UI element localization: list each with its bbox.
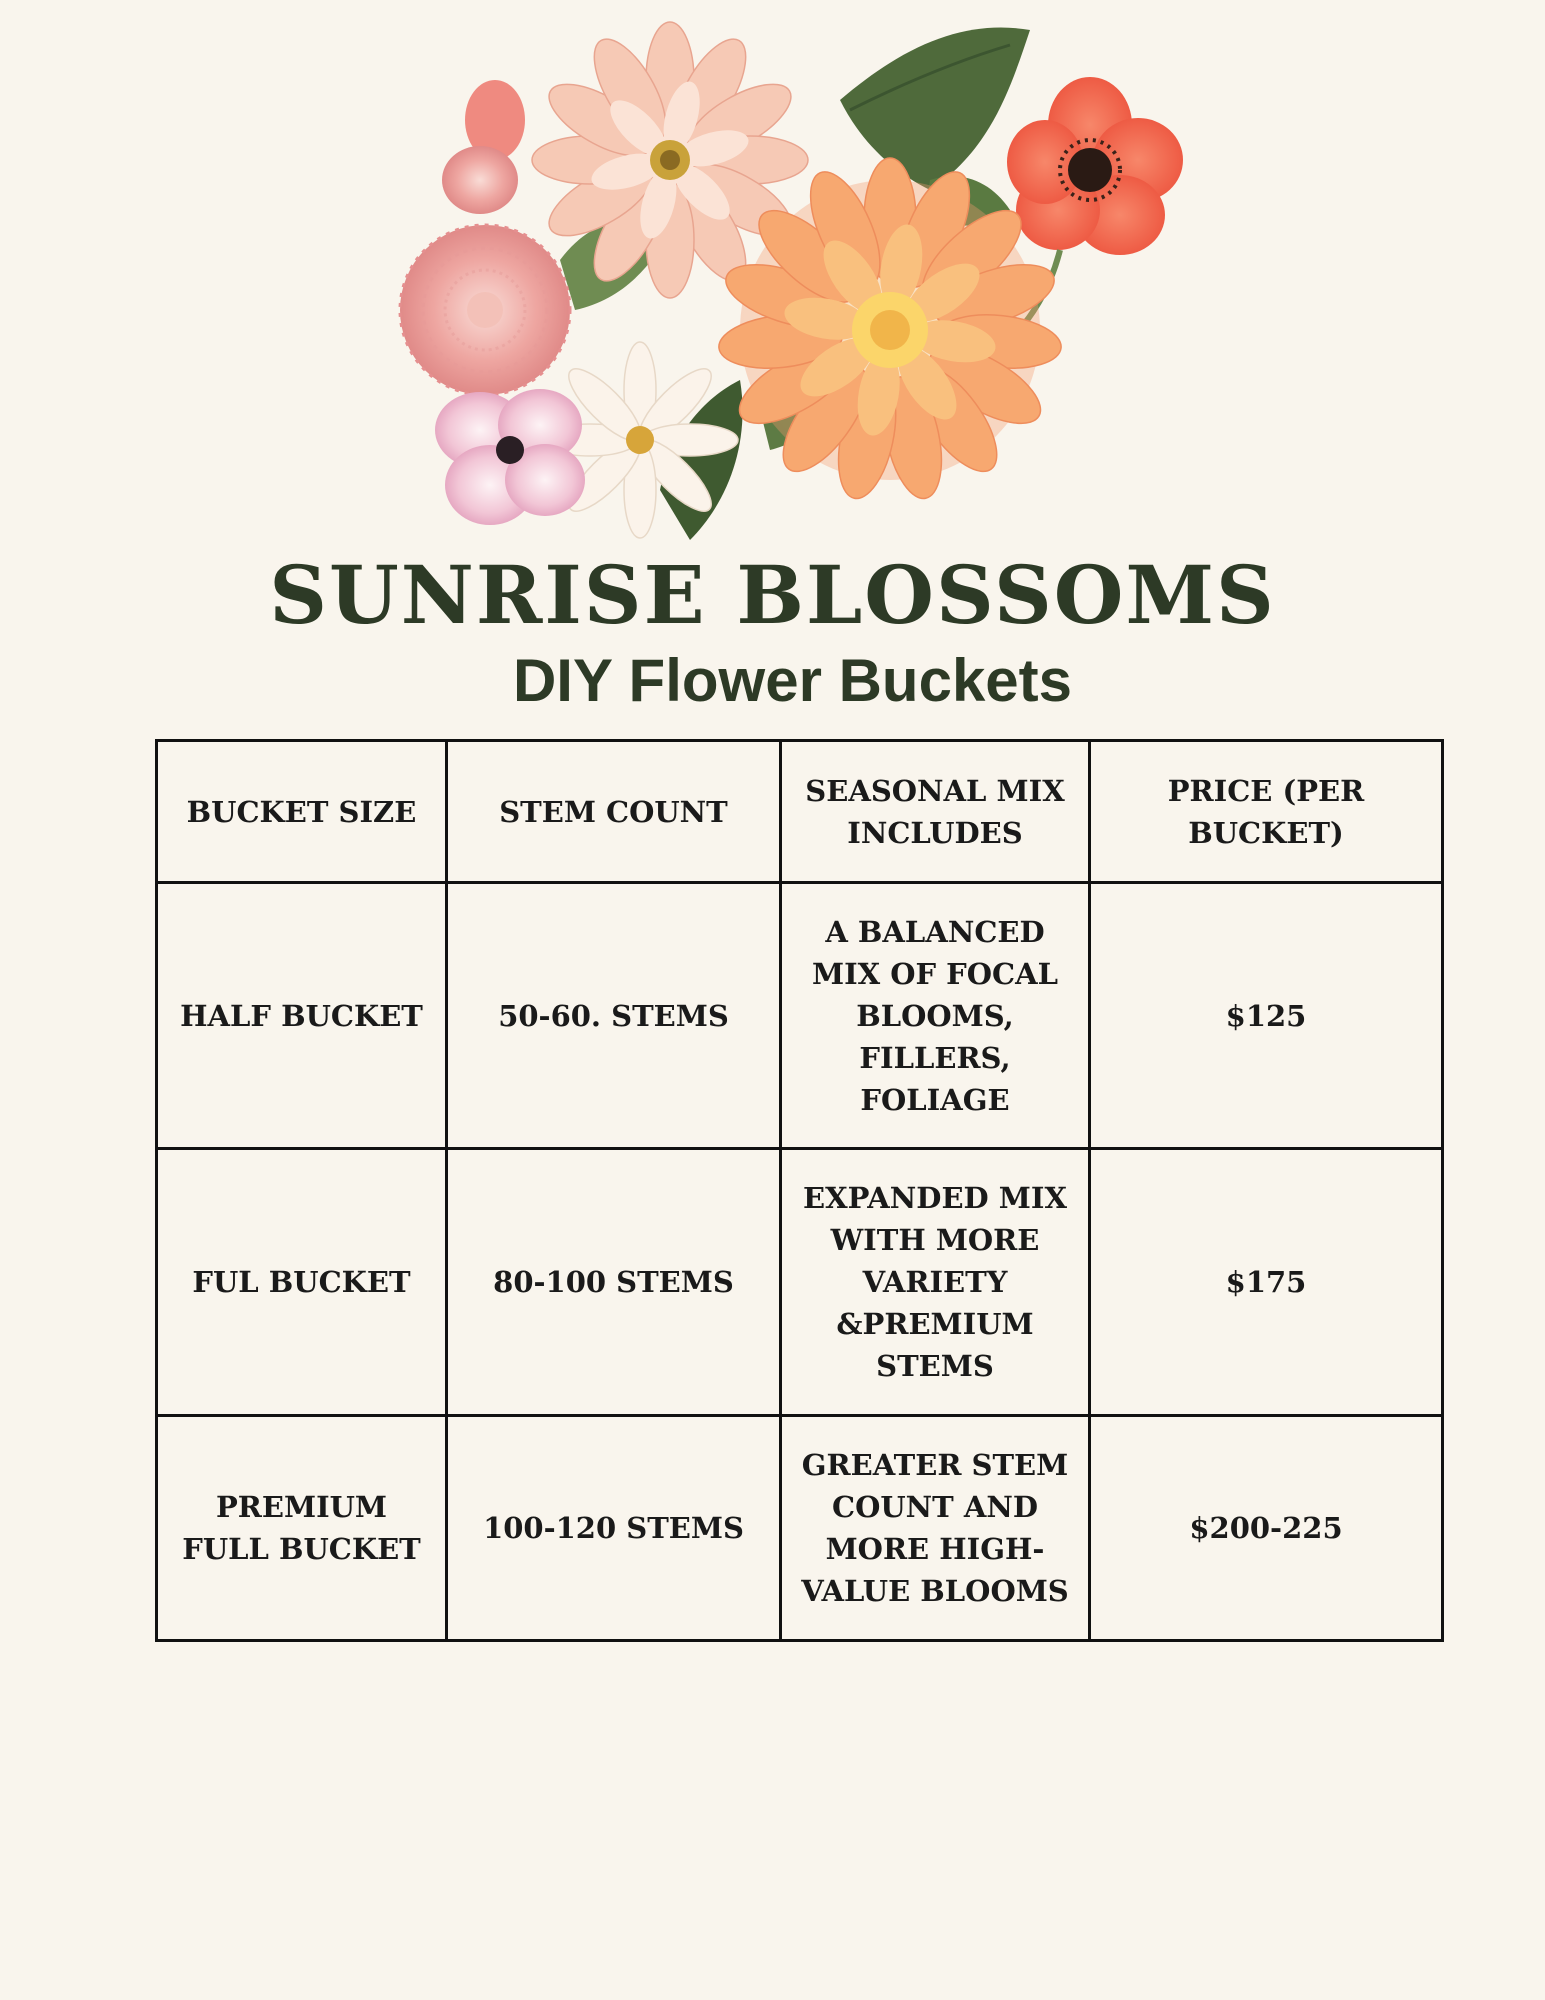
cell-stem-count: 80-100 STEMS <box>447 1149 781 1416</box>
column-header-bucket-size: BUCKET SIZE <box>157 741 447 883</box>
cell-price: $200-225 <box>1090 1416 1443 1641</box>
flower-bouquet-icon <box>370 20 1210 560</box>
flower-bouquet-illustration <box>370 20 1210 560</box>
cell-price: $125 <box>1090 883 1443 1149</box>
cell-stem-count: 100-120 STEMS <box>447 1416 781 1641</box>
cell-bucket-size: PREMIUM FULL BUCKET <box>157 1416 447 1641</box>
table-row <box>157 1149 1443 1416</box>
column-header-price: PRICE (PER BUCKET) <box>1090 741 1443 883</box>
cell-price: $175 <box>1090 1149 1443 1416</box>
table-header-row <box>157 741 1443 883</box>
column-header-seasonal-mix: SEASONAL MIX INCLUDES <box>781 741 1090 883</box>
cell-seasonal-mix: GREATER STEM COUNT AND MORE HIGH-VALUE BLOOMS <box>781 1416 1090 1641</box>
price-table <box>155 739 1444 1642</box>
cell-stem-count: 50-60. STEMS <box>447 883 781 1149</box>
cell-seasonal-mix: A BALANCED MIX OF FOCAL BLOOMS, FILLERS, FOLIAGE <box>781 883 1090 1149</box>
table-row <box>157 1416 1443 1641</box>
table-row <box>157 883 1443 1149</box>
column-header-stem-count: STEM COUNT <box>447 741 781 883</box>
cell-seasonal-mix: EXPANDED MIX WITH MORE VARIETY &PREMIUM STEMS <box>781 1149 1090 1416</box>
page-subtitle: DIY Flower Buckets <box>512 647 1073 714</box>
cell-bucket-size: HALF BUCKET <box>157 883 447 1149</box>
cell-bucket-size: FUL BUCKET <box>157 1149 447 1416</box>
brand-title: SUNRISE BLOSSOMS <box>269 548 1276 642</box>
